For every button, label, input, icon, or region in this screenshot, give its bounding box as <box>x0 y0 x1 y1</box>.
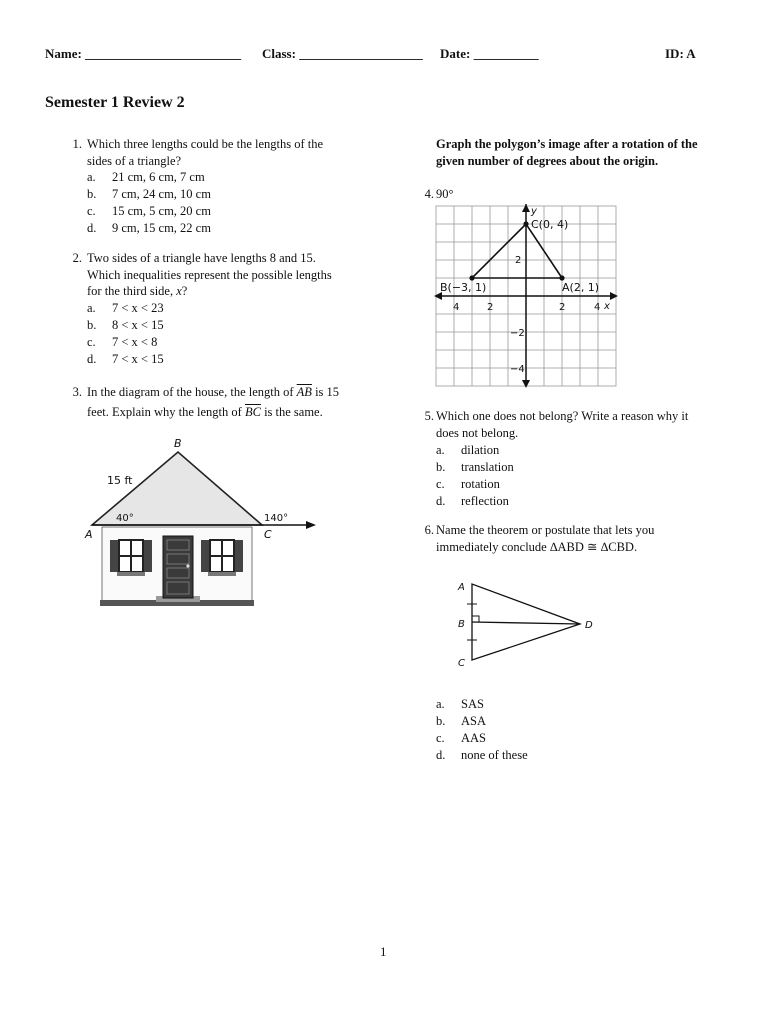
right-window <box>201 540 243 576</box>
option-b: b. 7 cm, 24 cm, 10 cm <box>87 187 211 201</box>
question-2 <box>60 250 390 370</box>
question-text: Name the theorem or postulate that lets you <box>436 523 655 537</box>
page-title: Semester 1 Review 2 <box>45 94 185 111</box>
label-d: D <box>585 620 593 631</box>
question-number: 2. <box>72 251 82 265</box>
question-text: immediately conclude ∆ABD ≅ ∆CBD. <box>436 539 638 554</box>
question-number: 6. <box>424 523 434 537</box>
question-text: Two sides of a triangle have lengths 8 and 15. <box>87 251 316 265</box>
name-label: Name: <box>45 46 82 61</box>
option-a: a. 21 cm, 6 cm, 7 cm <box>87 170 205 184</box>
id-label: ID: A <box>665 46 696 61</box>
y-axis-arrow <box>522 204 530 212</box>
question-number: 3. <box>72 385 82 399</box>
question-1 <box>60 136 380 236</box>
question-3 <box>60 384 400 424</box>
house-figure <box>80 432 330 610</box>
option-b: b. 8 < x < 15 <box>87 318 164 332</box>
tick-x-2: 2 <box>559 302 566 313</box>
question-text: Which three lengths could be the lengths of the <box>87 137 324 151</box>
option-d: d. 9 cm, 15 cm, 22 cm <box>87 221 211 235</box>
tick-y-neg4: −4 <box>510 364 525 375</box>
rotation-angle: 90° <box>436 187 454 201</box>
label-a: A <box>85 528 93 541</box>
option-c: c. 7 < x < 8 <box>87 335 158 349</box>
question-text: Which inequalities represent the possible lengths <box>87 267 332 282</box>
question-number: 5. <box>424 409 434 423</box>
page-number: 1 <box>380 944 387 959</box>
arrow-head <box>306 521 316 529</box>
date-label: Date: <box>440 46 471 61</box>
segment-bd <box>472 622 580 624</box>
name-field <box>45 46 241 62</box>
label-b: B <box>458 619 465 630</box>
point-b-label: B(−3, 1) <box>440 281 487 294</box>
name-blank: ________________________ <box>85 46 242 61</box>
tick-x-4: 4 <box>594 302 601 313</box>
option-c: c. 15 cm, 5 cm, 20 cm <box>87 204 211 218</box>
angle-c-label: 140° <box>264 513 289 524</box>
question-text: sides of a triangle? <box>87 153 182 168</box>
y-axis-label: y <box>531 206 537 217</box>
x-axis-label: x <box>604 301 610 312</box>
option-b: b. translation <box>436 460 514 474</box>
question-text: In the diagram of the house, the length of $\overline{AB}$ is 15 <box>87 385 340 399</box>
label-a: A <box>458 582 465 593</box>
angle-a-label: 40° <box>116 513 134 524</box>
tick-x-neg4: 4 <box>453 302 460 313</box>
tick-x-neg2: 2 <box>487 302 494 313</box>
point-c-label: C(0, 4) <box>531 218 569 231</box>
option-d: d. none of these <box>436 748 528 762</box>
point-b <box>469 275 474 280</box>
option-a: a. dilation <box>436 443 500 457</box>
question-5 <box>412 408 742 510</box>
class-label: Class: <box>262 46 296 61</box>
question-text: for the third side, x? <box>87 284 188 298</box>
y-axis-arrow-down <box>522 380 530 388</box>
label-c: C <box>458 658 465 669</box>
class-field <box>262 46 423 62</box>
house-door <box>163 536 193 598</box>
rotation-instructions: Graph the polygon’s image after a rotation of the given number of degrees about the origin. <box>436 137 698 168</box>
point-a-label: A(2, 1) <box>562 281 600 294</box>
question-6-options <box>436 696 636 766</box>
left-window <box>110 540 152 576</box>
option-a: a. 7 < x < 23 <box>87 301 164 315</box>
question-6 <box>412 522 742 558</box>
x-axis-arrow-right <box>610 292 618 300</box>
triangle-abd-cbd-figure <box>452 578 612 670</box>
question-text: does not belong. <box>436 425 519 440</box>
segment-ab: $\overline{AB}$ <box>296 385 312 399</box>
option-c: c. AAS <box>436 731 487 745</box>
side-length-label: 15 ft <box>107 474 133 487</box>
question-number: 1. <box>72 137 82 151</box>
option-b: b. ASA <box>436 714 487 728</box>
class-blank: ___________________ <box>299 46 423 61</box>
right-angle-mark <box>472 616 479 622</box>
label-b: B <box>174 437 182 450</box>
point-c <box>523 221 528 226</box>
question-text: feet. Explain why the length of $\overline{BC}$ is the same. <box>87 405 323 419</box>
tick-y-2: 2 <box>515 255 522 266</box>
option-a: a. SAS <box>436 697 484 711</box>
date-blank: __________ <box>473 46 539 61</box>
option-d: d. 7 < x < 15 <box>87 352 164 366</box>
segment-bc: $\overline{BC}$ <box>244 405 261 419</box>
triangle-abc <box>472 224 562 278</box>
point-a <box>559 275 564 280</box>
option-c: c. rotation <box>436 477 500 491</box>
question-number: 4. <box>424 187 434 201</box>
tick-y-neg2: −2 <box>510 328 525 339</box>
coordinate-graph <box>430 200 622 392</box>
option-d: d. reflection <box>436 494 509 508</box>
question-text: Which one does not belong? Write a reason why it <box>436 409 689 423</box>
label-c: C <box>264 528 272 541</box>
date-field <box>440 46 539 62</box>
